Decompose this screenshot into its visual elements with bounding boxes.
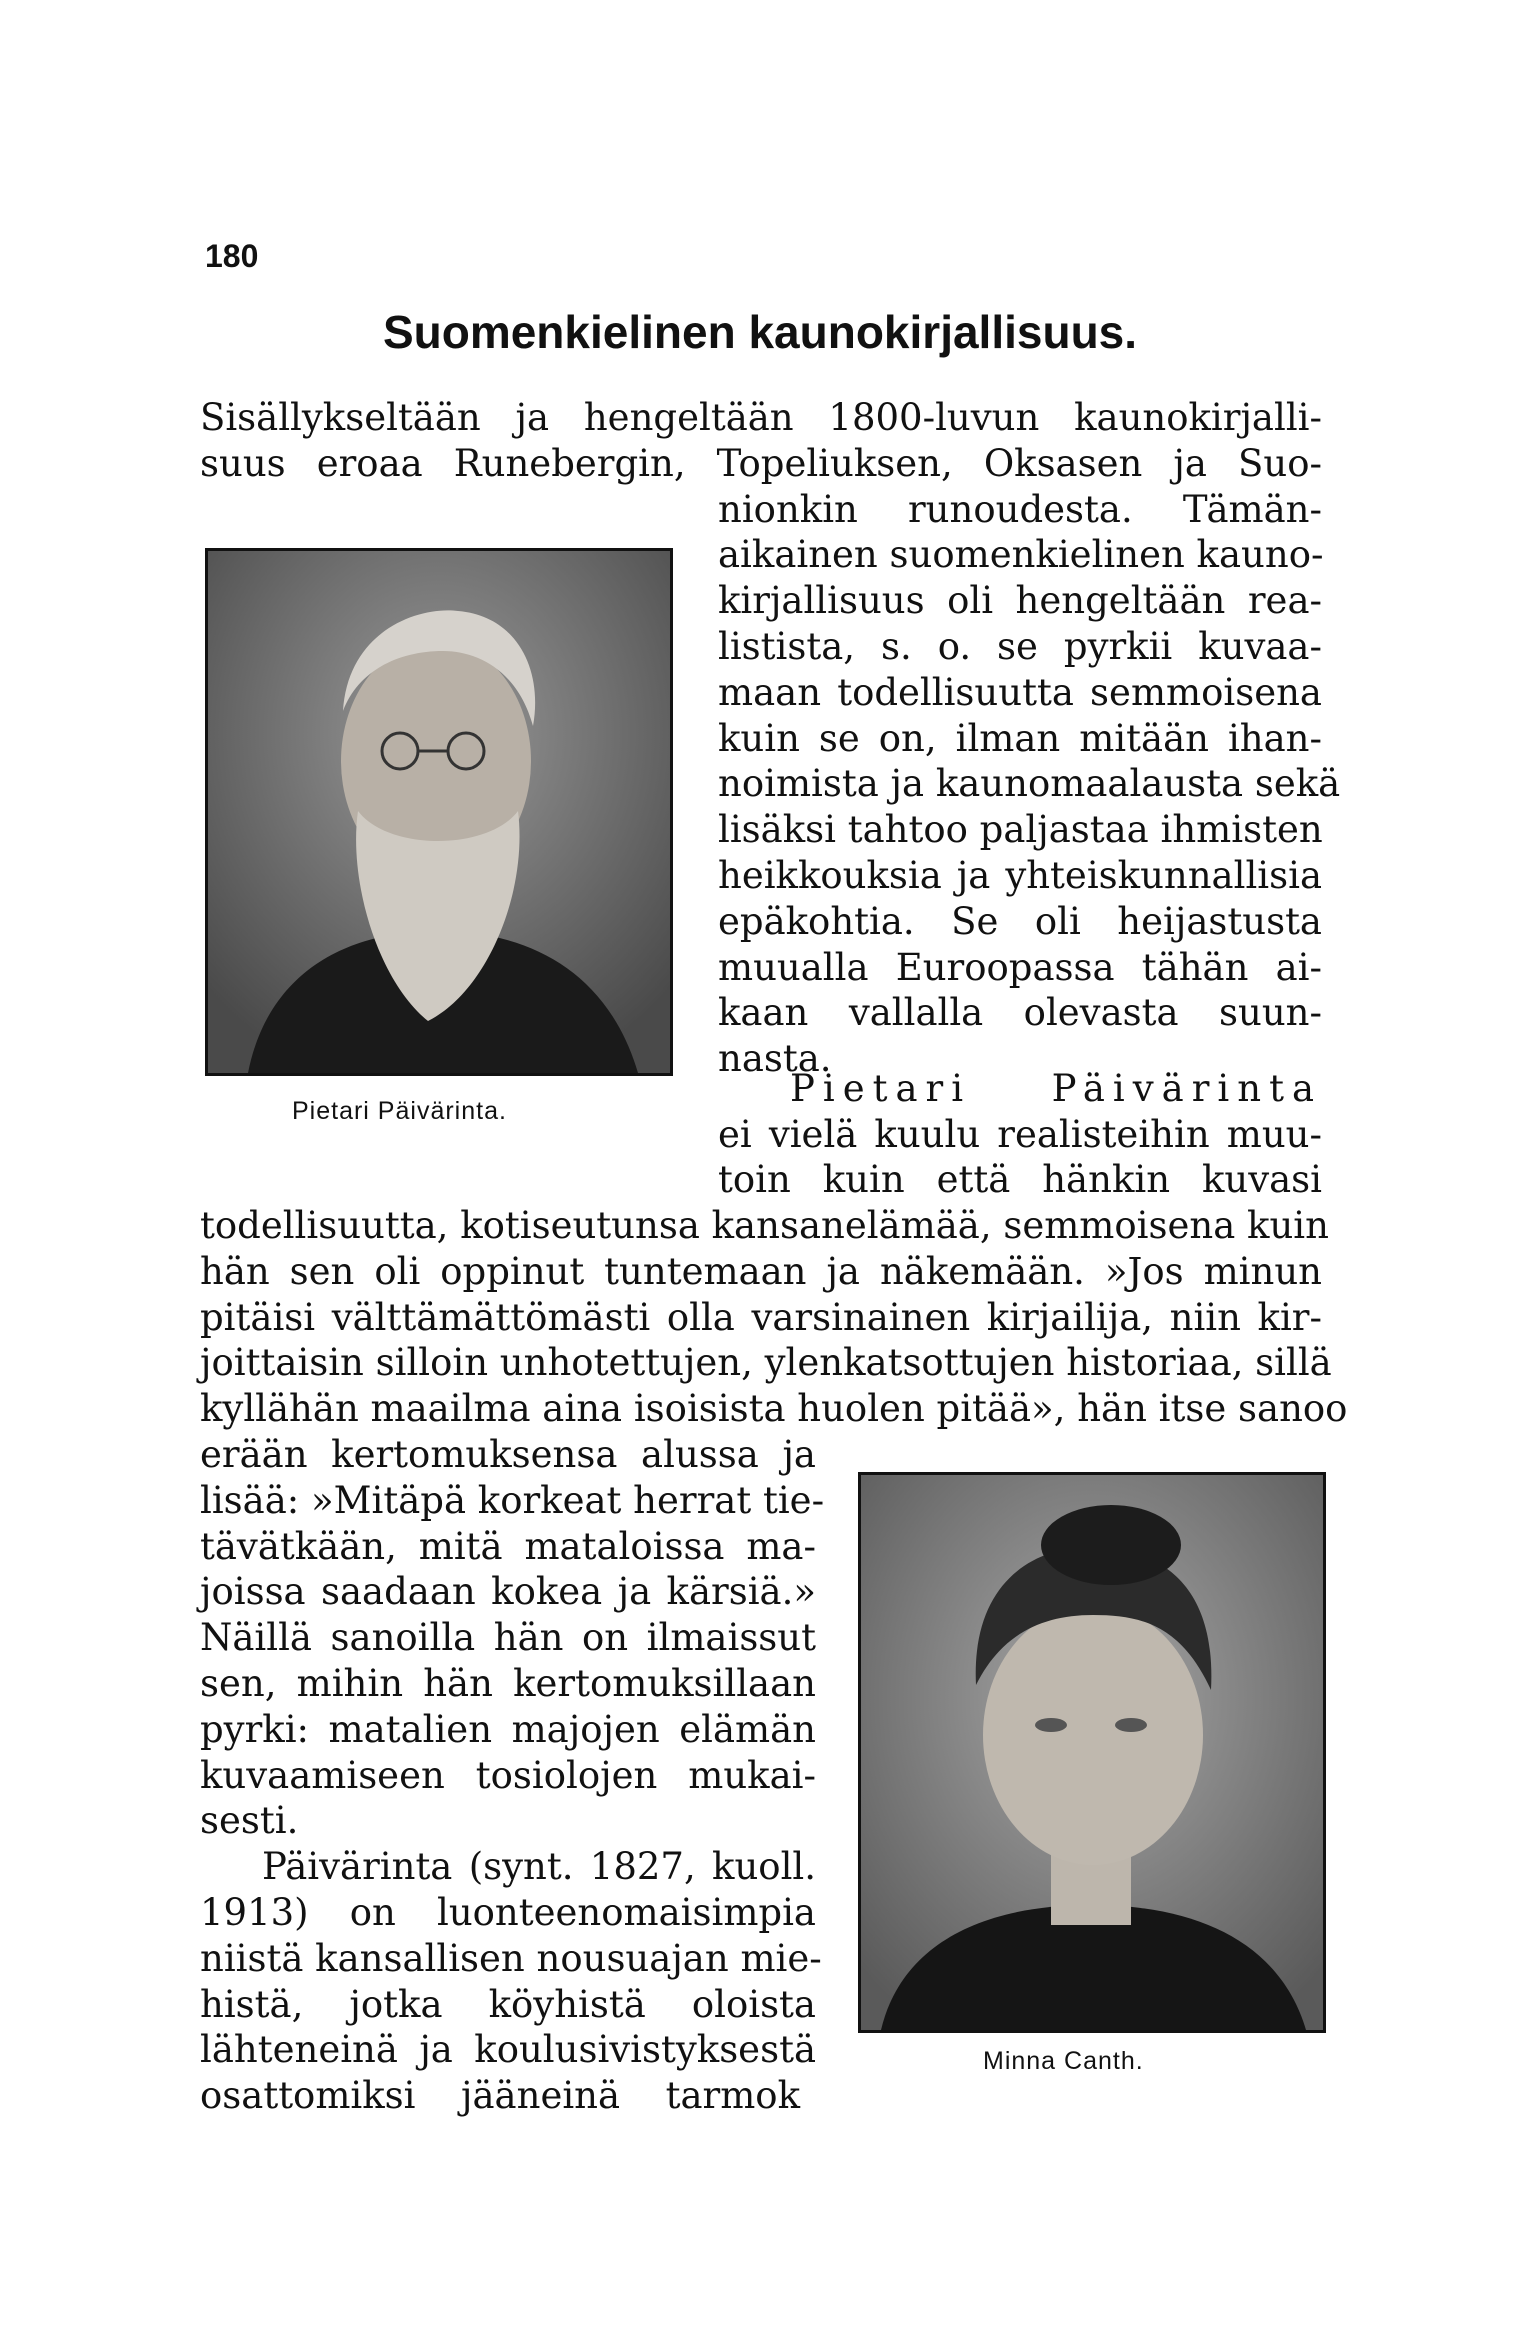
text-line: Näillä sanoilla hän on ilmaissut (200, 1616, 816, 1659)
text-line: kyllähän maailma aina isoisista huolen pitää», hän itse sanoo (200, 1387, 1348, 1430)
text-line: tävätkään, mitä mataloissa ma- (200, 1525, 816, 1568)
text-line: todellisuutta, kotiseutunsa kansanelämää, semmoisena kuin (200, 1204, 1329, 1247)
text-line: histä, jotka köyhistä oloista (200, 1983, 816, 2026)
text-line: kuin se on, ilman mitään ihan- (718, 717, 1322, 760)
text-line: hän sen oli oppinut tuntemaan ja näkemään. »Jos minun (200, 1250, 1322, 1293)
caption-minna-canth: Minna Canth. (983, 2047, 1144, 2075)
text-line: joittaisin silloin unhotettujen, ylenkatsottujen historiaa, sillä (200, 1341, 1332, 1384)
text-line: Sisällykseltään ja hengeltään 1800-luvun kaunokirjalli- (200, 396, 1322, 439)
text-line: osattomiksi jääneinä tarmok (200, 2074, 800, 2117)
text-line: heikkouksia ja yhteiskunnallisia (718, 854, 1322, 897)
text-line: lähteneinä ja koulusivistyksestä (200, 2028, 816, 2071)
text-line: listista, s. o. se pyrkii kuvaa- (718, 625, 1322, 668)
text-line: sesti. (200, 1799, 299, 1842)
text-line: lisää: »Mitäpä korkeat herrat tie- (200, 1479, 825, 1522)
portrait-minna-canth (858, 1472, 1326, 2033)
portrait-man-image (208, 551, 670, 1073)
caption-pietari-paivarinta: Pietari Päivärinta. (292, 1097, 507, 1125)
text-line: Päivärinta (synt. 1827, kuoll. (262, 1845, 816, 1888)
text-line: kuvaamiseen tosiolojen mukai- (200, 1754, 816, 1797)
portrait-woman-image (861, 1475, 1323, 2030)
text-line: maan todellisuutta semmoisena (718, 671, 1322, 714)
text-line: toin kuin että hänkin kuvasi (718, 1158, 1322, 1201)
text-line: nasta. (718, 1037, 832, 1080)
text-line: ei vielä kuulu realisteihin muu- (718, 1113, 1322, 1156)
chapter-title: Suomenkielinen kaunokirjallisuus. (382, 306, 1138, 358)
text-line-spaced-name: Pietari Päivärinta (790, 1067, 1322, 1110)
text-line: pyrki: matalien majojen elämän (200, 1708, 816, 1751)
text-line: nionkin runoudesta. Tämän- (718, 488, 1322, 531)
text-line: sen, mihin hän kertomuksillaan (200, 1662, 816, 1705)
text-line: niistä kansallisen nousuajan mie- (200, 1937, 822, 1980)
text-line: erään kertomuksensa alussa ja (200, 1433, 816, 1476)
text-line: muualla Euroopassa tähän ai- (718, 946, 1322, 989)
portrait-pietari-paivarinta (205, 548, 673, 1076)
text-line: kaan vallalla olevasta suun- (718, 991, 1322, 1034)
text-line: joissa saadaan kokea ja kärsiä.» (200, 1570, 816, 1613)
text-line: noimista ja kaunomaalausta sekä (718, 762, 1341, 805)
text-line: epäkohtia. Se oli heijastusta (718, 900, 1322, 943)
page-number: 180 (205, 238, 259, 274)
text-line: aikainen suomenkielinen kauno- (718, 533, 1324, 576)
text-line: lisäksi tahtoo paljastaa ihmisten (718, 808, 1323, 851)
text-line: pitäisi välttämättömästi olla varsinainen kirjailija, niin kir- (200, 1296, 1322, 1339)
text-line: suus eroaa Runebergin, Topeliuksen, Oksasen ja Suo- (200, 442, 1322, 485)
text-line: 1913) on luonteenomaisimpia (200, 1891, 816, 1934)
text-line: kirjallisuus oli hengeltään rea- (718, 579, 1322, 622)
